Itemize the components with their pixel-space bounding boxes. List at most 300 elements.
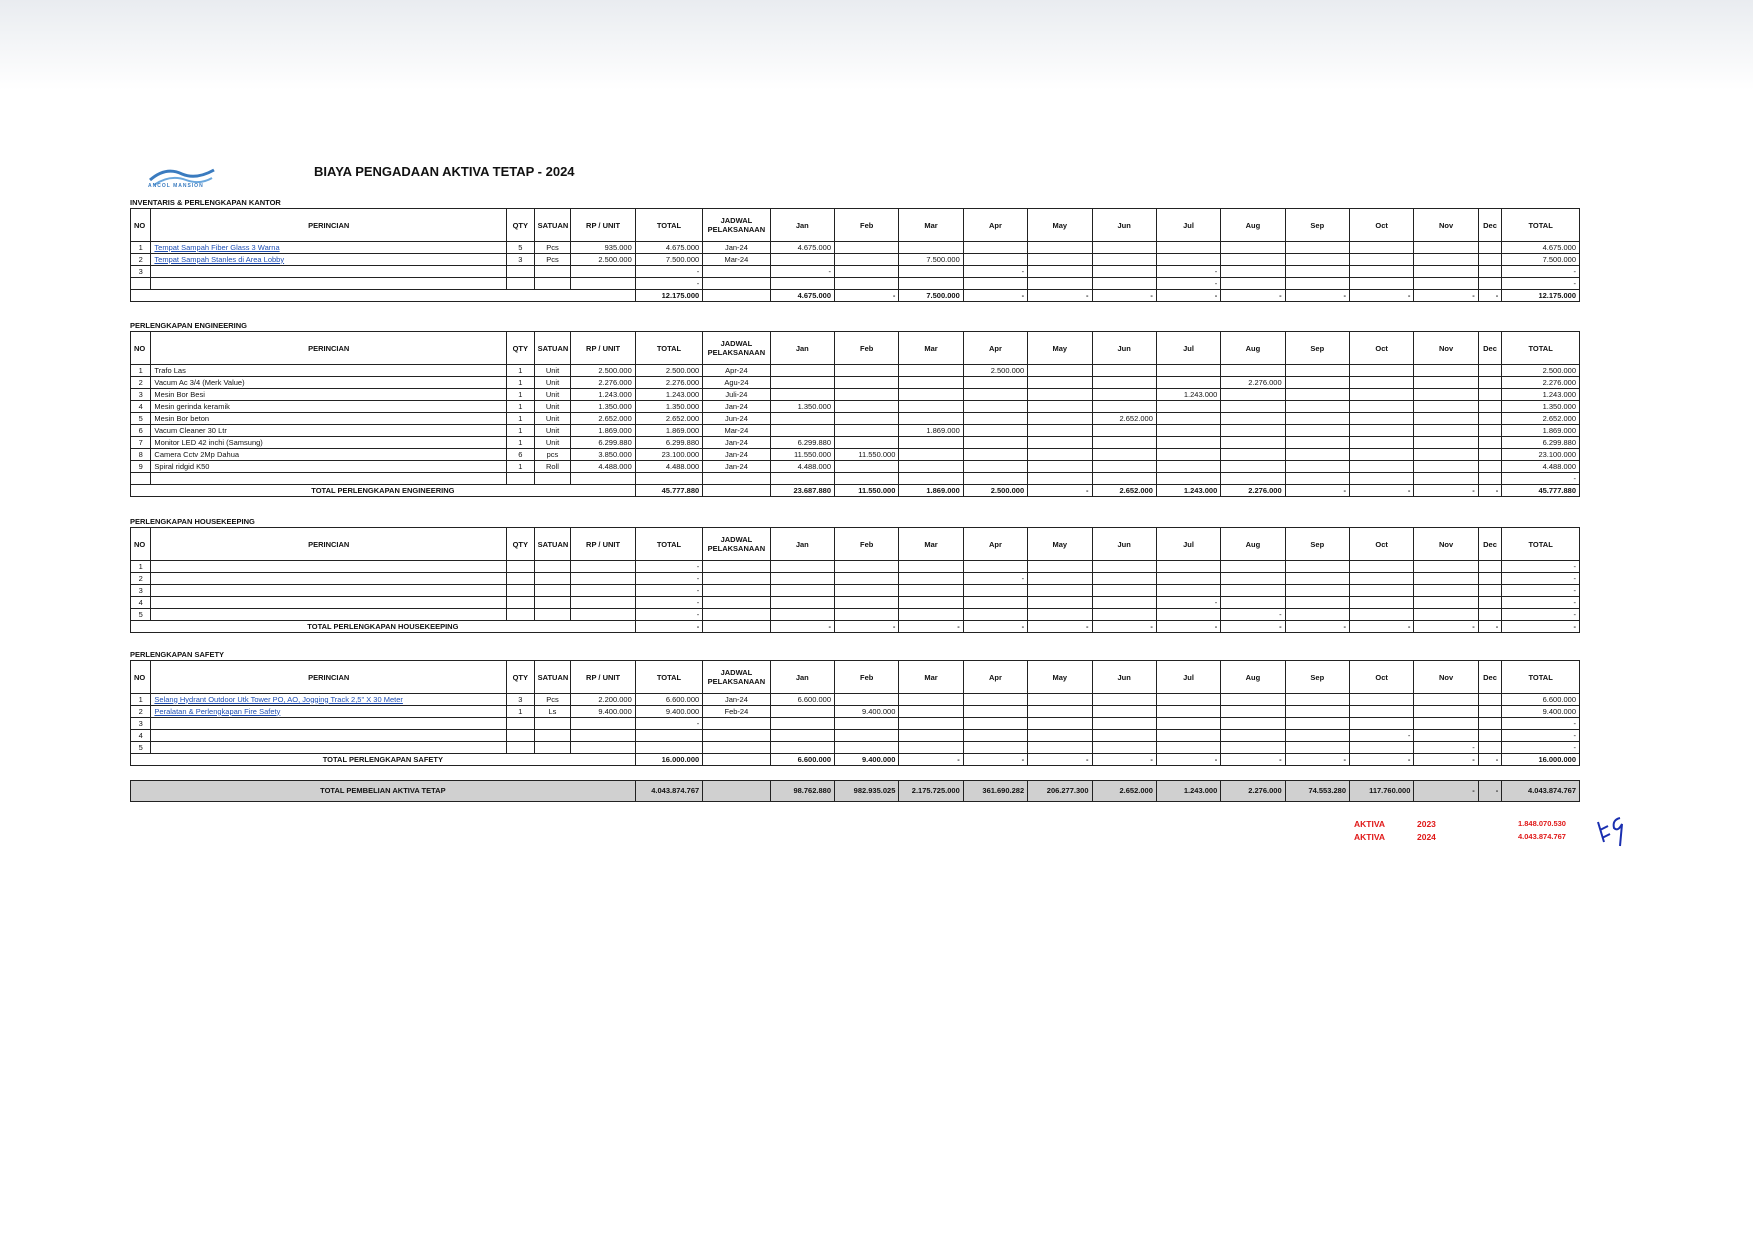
month-value: [835, 473, 899, 485]
item-qty: 5: [507, 242, 535, 254]
month-value: [1092, 718, 1156, 730]
item-description[interactable]: Peralatan & Perlengkapan Fire Safety: [151, 706, 507, 718]
item-total: 4.675.000: [635, 242, 702, 254]
column-header: QTY: [507, 332, 535, 365]
item-description[interactable]: Selang Hydrant Outdoor Utk Tower PO, AO, Jogging Track 2,5" X 30 Meter: [151, 694, 507, 706]
month-value: [963, 694, 1027, 706]
section-total-month: -: [835, 621, 899, 633]
month-value: [1028, 694, 1092, 706]
table-row: [131, 730, 1580, 742]
item-unit: [534, 585, 571, 597]
item-qty: [507, 609, 535, 621]
column-header: Aug: [1221, 528, 1285, 561]
month-value: [835, 242, 899, 254]
month-value: [1092, 609, 1156, 621]
month-value: [1478, 242, 1502, 254]
item-total: -: [635, 597, 702, 609]
section-total-month: -: [963, 621, 1027, 633]
section-total-month: -: [1414, 754, 1478, 766]
item-unit: Unit: [534, 401, 571, 413]
section-total-row: [131, 485, 1580, 497]
month-value: [1414, 461, 1478, 473]
month-value: [1350, 389, 1414, 401]
item-price: 4.488.000: [571, 461, 635, 473]
month-value: [1221, 254, 1285, 266]
month-value: [1221, 278, 1285, 290]
month-value: [963, 561, 1027, 573]
month-value: [899, 389, 963, 401]
month-value: [1285, 573, 1349, 585]
column-header: Mar: [899, 661, 963, 694]
item-description[interactable]: Tempat Sampah Fiber Glass 3 Warna: [151, 242, 507, 254]
month-value: [1414, 730, 1478, 742]
item-description: Trafo Las: [151, 365, 507, 377]
month-value: 4.675.000: [770, 242, 834, 254]
month-value: [835, 425, 899, 437]
column-header: Jun: [1092, 209, 1156, 242]
section-table: [130, 331, 1580, 497]
item-price: [571, 585, 635, 597]
item-schedule: [703, 266, 770, 278]
month-value: [1156, 425, 1220, 437]
month-value: 7.500.000: [899, 254, 963, 266]
grand-total-month: 2.276.000: [1221, 781, 1285, 802]
month-value: [963, 597, 1027, 609]
month-value: -: [770, 266, 834, 278]
month-value: [1221, 449, 1285, 461]
row-total: 1.350.000: [1502, 401, 1580, 413]
item-price: 3.850.000: [571, 449, 635, 461]
month-value: [1285, 401, 1349, 413]
table-row: [131, 742, 1580, 754]
item-total: -: [635, 278, 702, 290]
month-value: [1221, 425, 1285, 437]
table-row: [131, 706, 1580, 718]
item-description: [151, 609, 507, 621]
row-total: 4.488.000: [1502, 461, 1580, 473]
row-total: 2.652.000: [1502, 413, 1580, 425]
item-unit: Pcs: [534, 254, 571, 266]
item-description: Mesin Bor Besi: [151, 389, 507, 401]
item-unit: Unit: [534, 365, 571, 377]
month-value: [1414, 425, 1478, 437]
month-value: [770, 718, 834, 730]
column-header: Feb: [835, 332, 899, 365]
table-row: [131, 278, 1580, 290]
month-value: [1092, 254, 1156, 266]
item-qty: [507, 742, 535, 754]
month-value: [835, 278, 899, 290]
month-value: [1285, 425, 1349, 437]
section-total-month: -: [1028, 754, 1092, 766]
section-total-month: -: [1478, 290, 1502, 302]
month-value: [835, 585, 899, 597]
item-schedule: Feb-24: [703, 706, 770, 718]
month-value: [1285, 413, 1349, 425]
month-value: [1028, 573, 1092, 585]
month-value: [899, 561, 963, 573]
month-value: [1092, 401, 1156, 413]
item-total: -: [635, 573, 702, 585]
month-value: [1156, 254, 1220, 266]
month-value: [1221, 437, 1285, 449]
month-value: [835, 401, 899, 413]
month-value: [899, 694, 963, 706]
month-value: [1092, 461, 1156, 473]
item-unit: [534, 573, 571, 585]
section-total-month: -: [963, 290, 1027, 302]
month-value: [1028, 266, 1092, 278]
column-header: NO: [131, 209, 151, 242]
month-value: [835, 266, 899, 278]
column-header: TOTAL: [635, 332, 702, 365]
section-total-month: -: [1414, 485, 1478, 497]
section-total-month: -: [1092, 754, 1156, 766]
month-value: [1285, 377, 1349, 389]
column-header: Jul: [1156, 661, 1220, 694]
item-schedule: [703, 561, 770, 573]
month-value: [1092, 449, 1156, 461]
month-value: [835, 573, 899, 585]
column-header: JADWAL PELAKSANAAN: [703, 528, 770, 561]
section-total-month: -: [1478, 485, 1502, 497]
month-value: -: [1156, 266, 1220, 278]
month-value: [899, 413, 963, 425]
table-row: [131, 461, 1580, 473]
column-header: Apr: [963, 332, 1027, 365]
grand-total-month: 982.935.025: [835, 781, 899, 802]
table-row: [131, 425, 1580, 437]
month-value: [1028, 389, 1092, 401]
month-value: [1478, 413, 1502, 425]
row-total: -: [1502, 473, 1580, 485]
column-header: Nov: [1414, 528, 1478, 561]
month-value: [1221, 365, 1285, 377]
month-value: [1092, 242, 1156, 254]
header-row: [131, 332, 1580, 365]
month-value: [770, 609, 834, 621]
item-description: [151, 718, 507, 730]
month-value: [1156, 573, 1220, 585]
month-value: [1350, 694, 1414, 706]
month-value: [1350, 254, 1414, 266]
month-value: 2.500.000: [963, 365, 1027, 377]
section-total-month: 4.675.000: [770, 290, 834, 302]
month-value: [963, 461, 1027, 473]
grand-total-value: 4.043.874.767: [635, 781, 702, 802]
section-total-month: -: [1092, 621, 1156, 633]
month-value: [1350, 597, 1414, 609]
month-value: [1221, 597, 1285, 609]
table-row: [131, 365, 1580, 377]
section-total-month: -: [1092, 290, 1156, 302]
section-total-rowtotal: 45.777.880: [1502, 485, 1580, 497]
month-value: [1414, 585, 1478, 597]
section-total-month: -: [1028, 485, 1092, 497]
column-header: Oct: [1350, 528, 1414, 561]
month-value: [1414, 389, 1478, 401]
month-value: [1028, 718, 1092, 730]
month-value: [1285, 742, 1349, 754]
grand-total-month: 361.690.282: [963, 781, 1027, 802]
item-description: [151, 266, 507, 278]
section-3: [130, 650, 1580, 766]
month-value: [963, 473, 1027, 485]
month-value: [963, 377, 1027, 389]
month-value: [899, 609, 963, 621]
grand-total-month: 206.277.300: [1028, 781, 1092, 802]
month-value: [1478, 365, 1502, 377]
month-value: [963, 706, 1027, 718]
month-value: [899, 730, 963, 742]
month-value: [963, 609, 1027, 621]
month-value: [1478, 425, 1502, 437]
item-price: 6.299.880: [571, 437, 635, 449]
month-value: [1028, 413, 1092, 425]
row-number: 5: [131, 413, 151, 425]
section-total-value: -: [635, 621, 702, 633]
grand-total-section: [130, 780, 1580, 802]
item-total: -: [635, 585, 702, 597]
month-value: [1350, 377, 1414, 389]
item-price: [571, 573, 635, 585]
row-number: 9: [131, 461, 151, 473]
section-total-month: -: [1221, 621, 1285, 633]
month-value: [1028, 278, 1092, 290]
item-qty: [507, 597, 535, 609]
table-row: [131, 561, 1580, 573]
item-schedule: Jan-24: [703, 437, 770, 449]
item-price: 9.400.000: [571, 706, 635, 718]
month-value: [963, 278, 1027, 290]
section-total-month: -: [1285, 485, 1349, 497]
column-header: Jun: [1092, 528, 1156, 561]
month-value: [1221, 585, 1285, 597]
row-total: -: [1502, 609, 1580, 621]
column-header: Oct: [1350, 209, 1414, 242]
month-value: [1092, 561, 1156, 573]
month-value: [1350, 742, 1414, 754]
month-value: [1028, 425, 1092, 437]
item-unit: [534, 609, 571, 621]
item-schedule: Mar-24: [703, 425, 770, 437]
item-price: [571, 609, 635, 621]
item-unit: [534, 718, 571, 730]
column-header: RP / UNIT: [571, 209, 635, 242]
month-value: -: [1350, 730, 1414, 742]
month-value: [1221, 730, 1285, 742]
row-number: 3: [131, 718, 151, 730]
month-value: [1478, 609, 1502, 621]
column-header: TOTAL: [1502, 209, 1580, 242]
month-value: [1028, 597, 1092, 609]
item-schedule: Jan-24: [703, 461, 770, 473]
month-value: [963, 425, 1027, 437]
month-value: [770, 413, 834, 425]
month-value: [1478, 254, 1502, 266]
aktiva-year: 2024: [1417, 832, 1436, 842]
column-header: Aug: [1221, 661, 1285, 694]
section-total-month: 1.243.000: [1156, 485, 1220, 497]
month-value: 9.400.000: [835, 706, 899, 718]
item-schedule: Juli-24: [703, 389, 770, 401]
item-description: [151, 561, 507, 573]
section-total-rowtotal: 12.175.000: [1502, 290, 1580, 302]
column-header: PERINCIAN: [151, 528, 507, 561]
item-price: 935.000: [571, 242, 635, 254]
item-unit: Unit: [534, 389, 571, 401]
month-value: [1350, 573, 1414, 585]
month-value: [1092, 597, 1156, 609]
month-value: [1285, 730, 1349, 742]
table-row: [131, 254, 1580, 266]
section-total-schedule: [703, 290, 770, 302]
item-schedule: [703, 742, 770, 754]
column-header: Mar: [899, 332, 963, 365]
column-header: Nov: [1414, 332, 1478, 365]
item-price: [571, 730, 635, 742]
month-value: [1478, 597, 1502, 609]
grand-total-month: 117.760.000: [1350, 781, 1414, 802]
item-schedule: [703, 585, 770, 597]
item-unit: Unit: [534, 437, 571, 449]
row-total: 2.276.000: [1502, 377, 1580, 389]
item-description: Mesin gerinda keramik: [151, 401, 507, 413]
column-header: JADWAL PELAKSANAAN: [703, 661, 770, 694]
column-header: Jan: [770, 332, 834, 365]
month-value: [1285, 437, 1349, 449]
month-value: [963, 718, 1027, 730]
section-total-month: 7.500.000: [899, 290, 963, 302]
section-total-month: -: [1028, 621, 1092, 633]
month-value: [1156, 461, 1220, 473]
item-unit: [534, 730, 571, 742]
item-price: [571, 718, 635, 730]
item-unit: [534, 561, 571, 573]
month-value: [1478, 437, 1502, 449]
month-value: [1414, 597, 1478, 609]
column-header: Jun: [1092, 661, 1156, 694]
row-number: 3: [131, 266, 151, 278]
item-qty: [507, 473, 535, 485]
month-value: [1156, 473, 1220, 485]
item-price: [571, 742, 635, 754]
item-schedule: Jan-24: [703, 401, 770, 413]
column-header: NO: [131, 332, 151, 365]
column-header: Apr: [963, 528, 1027, 561]
month-value: [1092, 742, 1156, 754]
month-value: [1414, 706, 1478, 718]
month-value: [1028, 437, 1092, 449]
table-row: [131, 242, 1580, 254]
section-table: [130, 527, 1580, 633]
table-row: [131, 401, 1580, 413]
grand-total-month: 2.175.725.000: [899, 781, 963, 802]
item-description: Mesin Bor beton: [151, 413, 507, 425]
column-header: SATUAN: [534, 209, 571, 242]
column-header: JADWAL PELAKSANAAN: [703, 332, 770, 365]
column-header: TOTAL: [635, 528, 702, 561]
month-value: [1221, 266, 1285, 278]
month-value: [899, 401, 963, 413]
month-value: 11.550.000: [835, 449, 899, 461]
month-value: [770, 585, 834, 597]
month-value: 4.488.000: [770, 461, 834, 473]
month-value: [1478, 377, 1502, 389]
month-value: [963, 585, 1027, 597]
section-total-month: 6.600.000: [770, 754, 834, 766]
column-header: Nov: [1414, 661, 1478, 694]
section-total-value: 12.175.000: [635, 290, 702, 302]
header-row: [131, 661, 1580, 694]
month-value: [1350, 609, 1414, 621]
column-header: TOTAL: [1502, 332, 1580, 365]
section-total-row: [131, 754, 1580, 766]
grand-total-label: TOTAL PEMBELIAN AKTIVA TETAP: [131, 781, 636, 802]
month-value: [1414, 401, 1478, 413]
month-value: [1156, 742, 1220, 754]
month-value: [1285, 706, 1349, 718]
month-value: [1478, 401, 1502, 413]
month-value: [1156, 365, 1220, 377]
column-header: TOTAL: [1502, 661, 1580, 694]
item-description[interactable]: Tempat Sampah Stanles di Area Lobby: [151, 254, 507, 266]
section-total-month: 9.400.000: [835, 754, 899, 766]
section-total-month: 1.869.000: [899, 485, 963, 497]
aktiva-value: 1.848.070.530: [1518, 819, 1566, 828]
column-header: Aug: [1221, 332, 1285, 365]
item-qty: [507, 561, 535, 573]
month-value: [1350, 706, 1414, 718]
row-total: 4.675.000: [1502, 242, 1580, 254]
month-value: [1414, 413, 1478, 425]
month-value: [1478, 449, 1502, 461]
month-value: 6.600.000: [770, 694, 834, 706]
row-number: 2: [131, 254, 151, 266]
column-header: Aug: [1221, 209, 1285, 242]
item-price: 2.500.000: [571, 365, 635, 377]
row-number: 3: [131, 585, 151, 597]
item-unit: Ls: [534, 706, 571, 718]
month-value: [899, 585, 963, 597]
section-total-month: -: [1478, 754, 1502, 766]
item-total: 2.276.000: [635, 377, 702, 389]
item-description: Monitor LED 42 inchi (Samsung): [151, 437, 507, 449]
item-total: [635, 473, 702, 485]
column-header: NO: [131, 661, 151, 694]
month-value: [1285, 449, 1349, 461]
month-value: [1414, 561, 1478, 573]
item-total: [635, 742, 702, 754]
month-value: [1414, 254, 1478, 266]
column-header: Jul: [1156, 209, 1220, 242]
column-header: RP / UNIT: [571, 528, 635, 561]
month-value: [1414, 266, 1478, 278]
item-price: [571, 561, 635, 573]
month-value: [1478, 706, 1502, 718]
month-value: [899, 278, 963, 290]
row-number: 8: [131, 449, 151, 461]
item-price: 2.652.000: [571, 413, 635, 425]
grand-total-month: 98.762.880: [770, 781, 834, 802]
month-value: -: [1156, 278, 1220, 290]
section-1: [130, 321, 1580, 497]
row-number: 2: [131, 573, 151, 585]
month-value: [899, 718, 963, 730]
month-value: [835, 730, 899, 742]
month-value: [899, 742, 963, 754]
item-qty: [507, 585, 535, 597]
